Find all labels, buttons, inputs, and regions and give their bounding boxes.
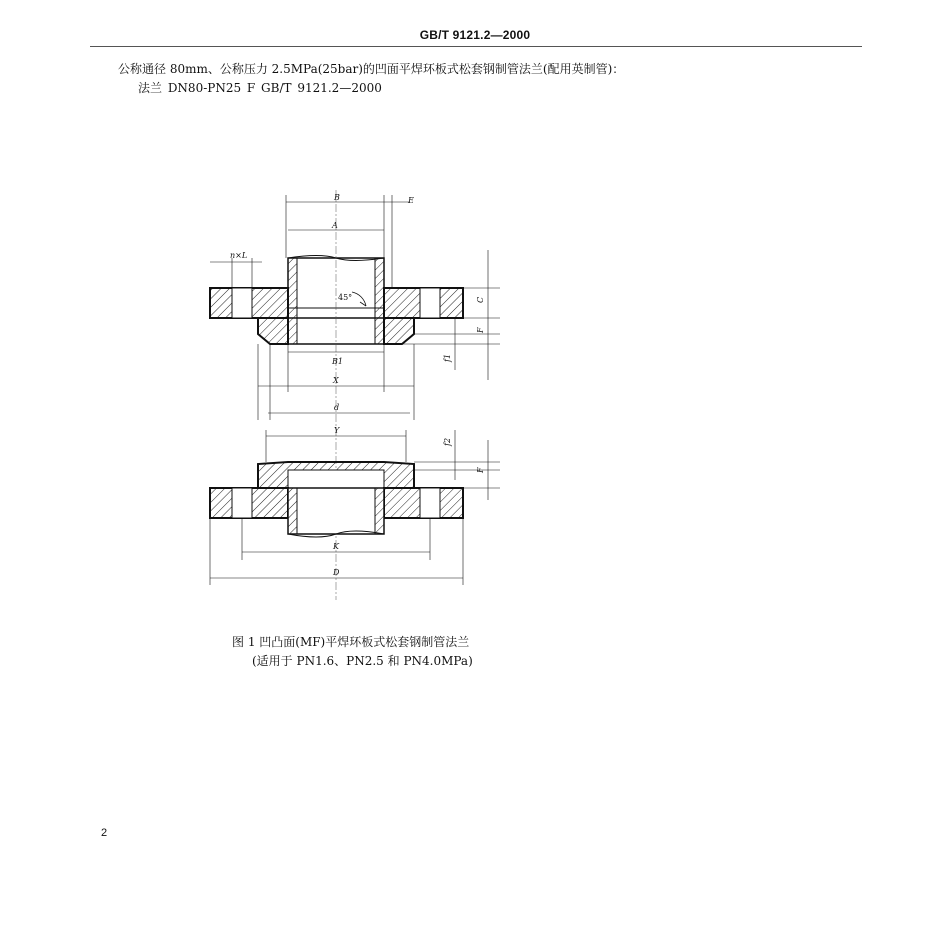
dim-label-X: X [333,376,339,385]
page-number: 2 [101,827,108,839]
dim-label-f2: f2 [443,437,452,446]
upper-flange-view [210,190,500,600]
dim-label-B1: B1 [332,357,343,366]
dim-label-nL: n×L [230,251,248,260]
dim-label-A: A [332,221,338,230]
dim-label-K: K [333,542,339,551]
dim-label-C: C [476,296,485,303]
dim-label-E: E [408,196,414,205]
flange-designation: 法兰 DN80-PN25 F GB/T 9121.2—2000 [138,81,382,95]
dim-label-f1: f1 [443,353,452,362]
dim-label-F: F [476,327,485,333]
figure-caption-subtitle: (适用于 PN1.6、PN2.5 和 PN4.0MPa) [252,654,473,668]
dim-label-angle: 45° [338,293,353,302]
standard-code: GB/T 9121.2—2000 [419,28,531,42]
intro-text: 公称通径 80mm、公称压力 2.5MPa(25bar)的凹面平焊环板式松套钢制管法兰(配用英制管)： [118,62,625,76]
dim-label-Y: Y [334,426,340,435]
figure-caption-title: 图 1 凹凸面(MF)平焊环板式松套钢制管法兰 [232,635,470,649]
lower-flange-view [210,430,500,585]
dim-label-D: D [333,568,340,577]
dim-label-d: d [334,403,340,412]
dim-label-B: B [334,193,340,202]
dim-label-F-lower: F [476,467,485,473]
